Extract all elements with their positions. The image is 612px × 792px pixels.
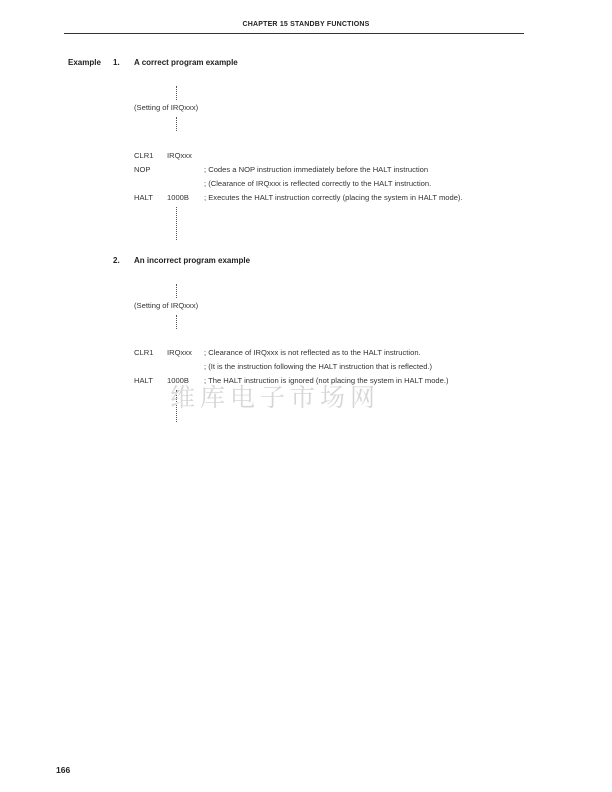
example-2-title: An incorrect program example [134, 256, 251, 265]
code-op: CLR1 [134, 151, 154, 160]
ellipsis-dots [176, 284, 177, 298]
setting-text: (Setting of IRQxxx) [134, 103, 199, 112]
code-comment: ; Executes the HALT instruction correctly (placing the system in HALT mode). [204, 193, 463, 202]
code-arg: 1000B [167, 376, 189, 385]
code-comment: ; Clearance of IRQxxx is not reflected as to the HALT instruction. [204, 348, 421, 357]
example-1-title: A correct program example [134, 58, 238, 67]
code-op: NOP [134, 165, 151, 174]
example-1-number: 1. [113, 58, 120, 67]
code-op: HALT [134, 193, 153, 202]
ellipsis-dots [176, 117, 177, 131]
code-arg: IRQxxx [167, 151, 192, 160]
code-comment: ; Codes a NOP instruction immediately before the HALT instruction [204, 165, 429, 174]
code-op: HALT [134, 376, 153, 385]
code-comment: ; (Clearance of IRQxxx is reflected correctly to the HALT instruction. [204, 179, 432, 188]
example-label: Example [68, 58, 101, 67]
example-2-number: 2. [113, 256, 120, 265]
ellipsis-dots [176, 86, 177, 100]
watermark: 维库电子市场网 [170, 383, 381, 412]
code-arg: IRQxxx [167, 348, 192, 357]
page-number: 166 [56, 765, 71, 775]
code-comment: ; (It is the instruction following the HALT instruction that is reflected.) [204, 362, 433, 371]
header-rule [64, 33, 524, 34]
ellipsis-dots [176, 207, 177, 240]
code-comment: ; The HALT instruction is ignored (not placing the system in HALT mode.) [204, 376, 449, 385]
ellipsis-dots [176, 315, 177, 329]
code-op: CLR1 [134, 348, 154, 357]
chapter-title: CHAPTER 15 STANDBY FUNCTIONS [242, 21, 370, 28]
setting-text: (Setting of IRQxxx) [134, 301, 199, 310]
code-arg: 1000B [167, 193, 189, 202]
